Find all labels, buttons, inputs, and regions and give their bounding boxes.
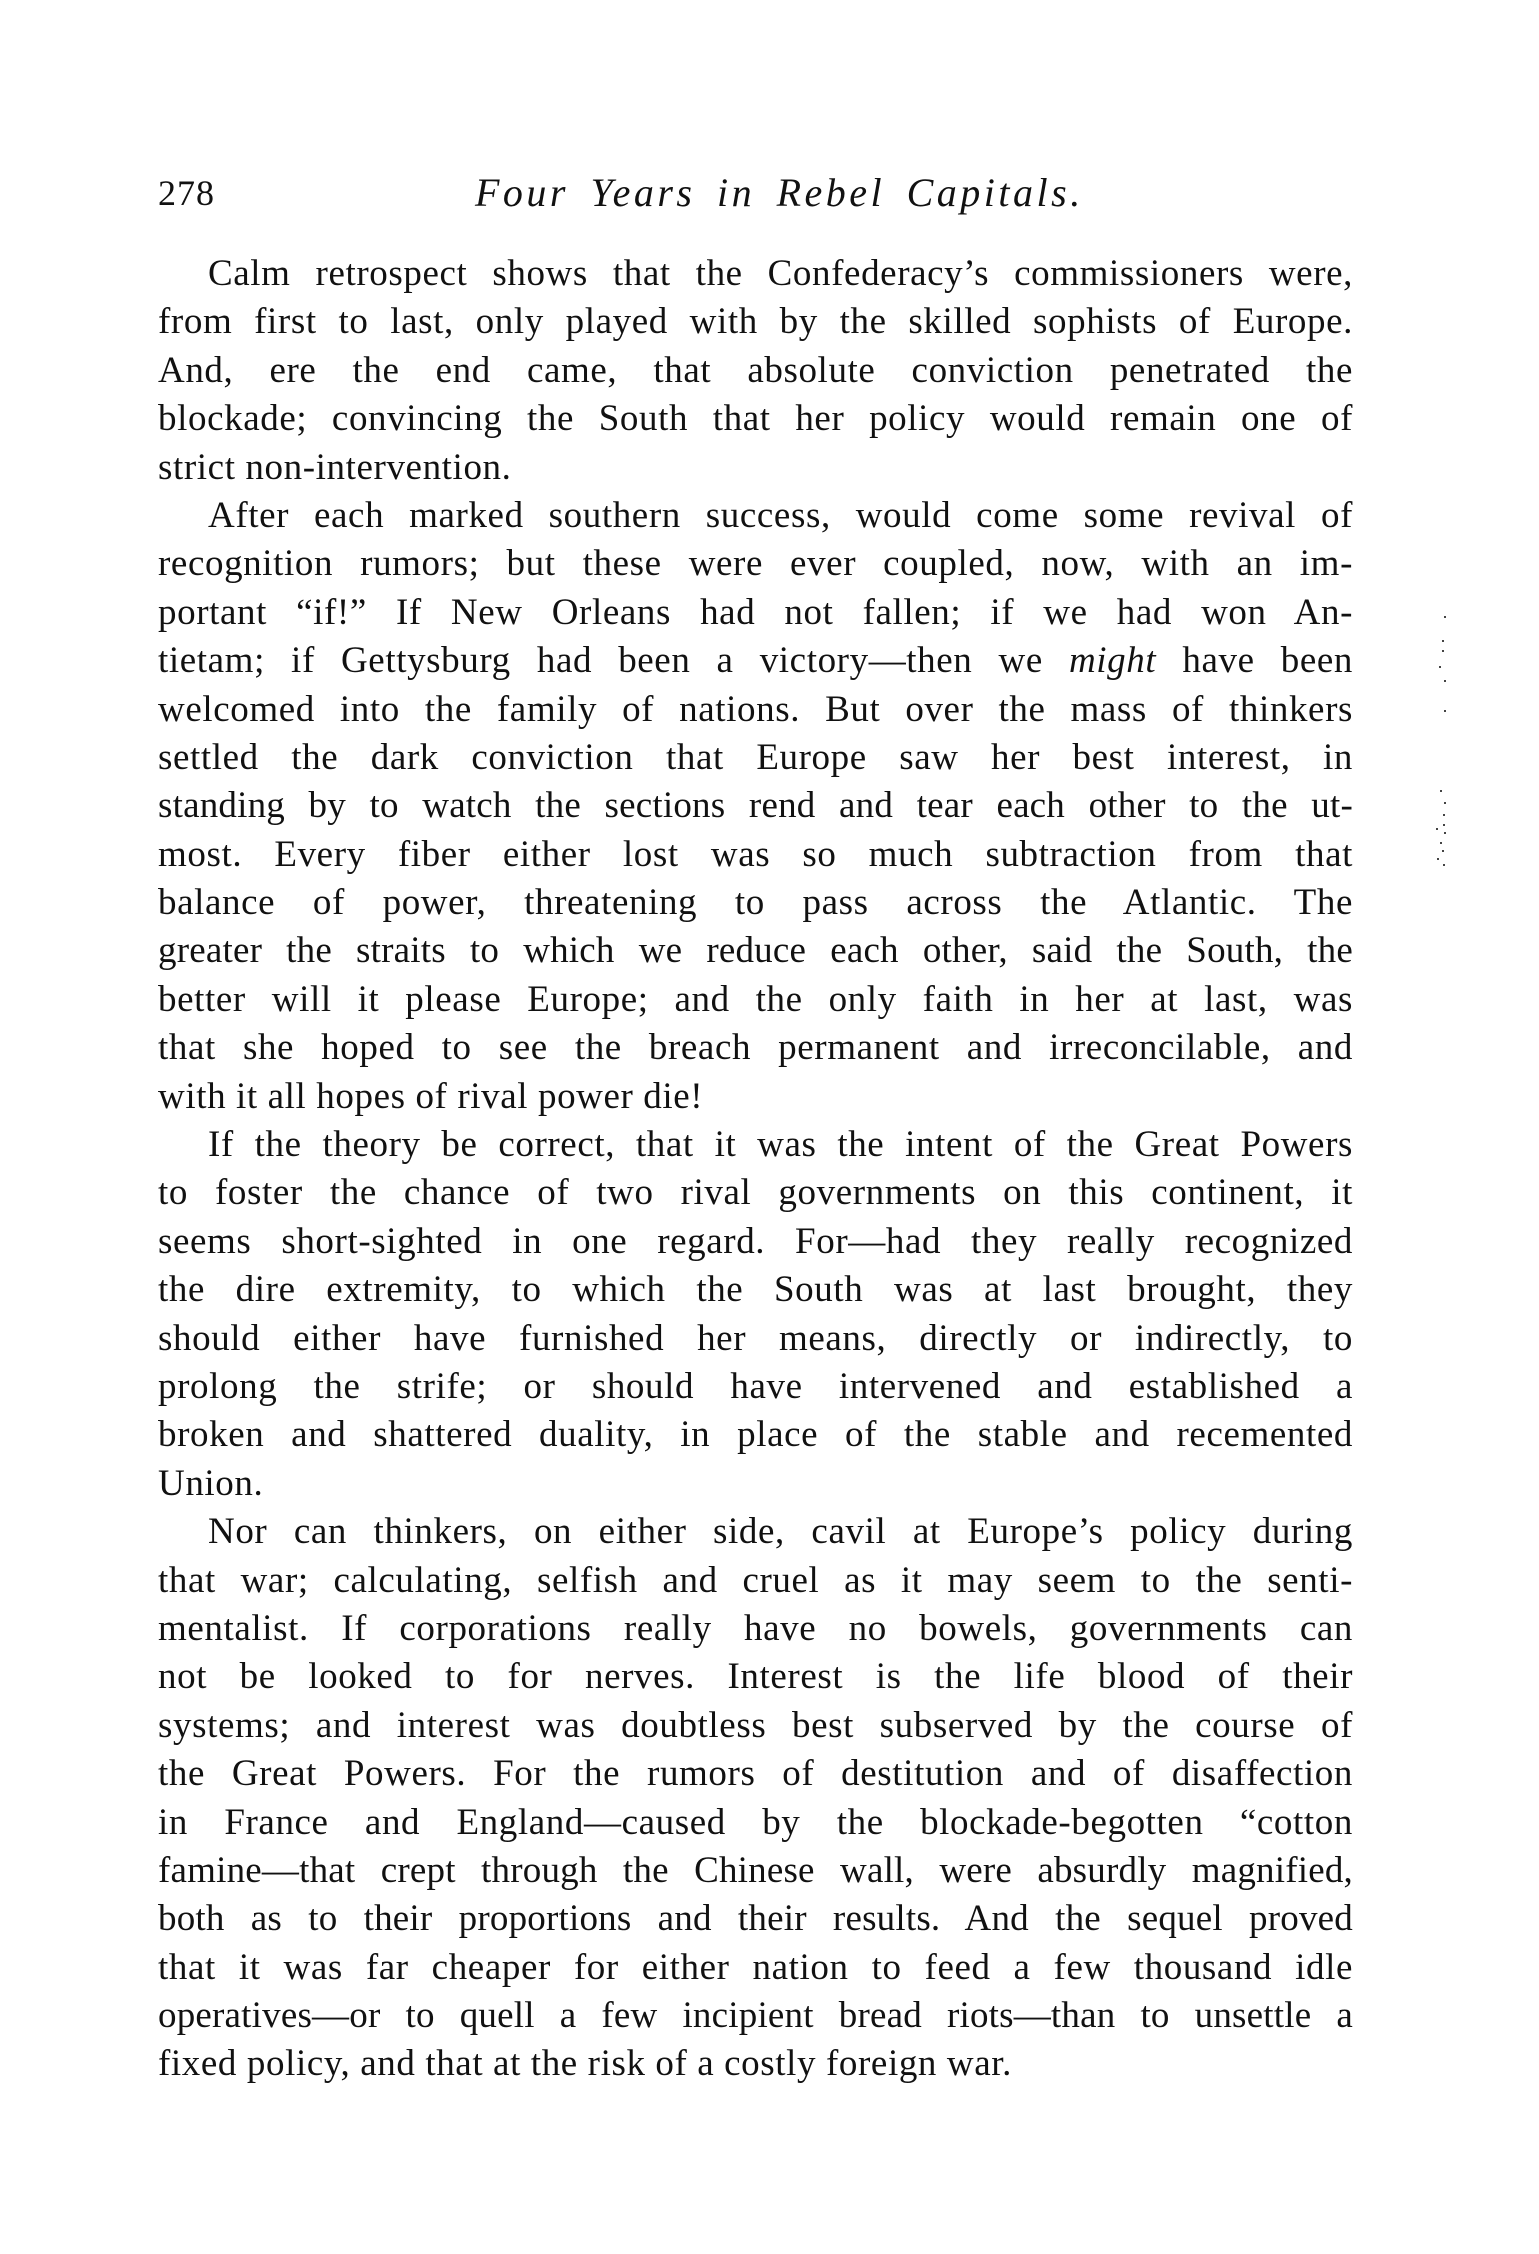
text-line: the Great Powers. For the rumors of destitution and of disaffection <box>158 1753 1353 1795</box>
text-line: to foster the chance of two rival governments on this continent, it <box>158 1172 1353 1214</box>
text-line: And, ere the end came, that absolute conviction penetrated the <box>158 349 1353 391</box>
text-line: welcomed into the family of nations. But over the mass of thinkers <box>158 688 1353 730</box>
text-line: better will it please Europe; and the only faith in her at last, was <box>158 978 1353 1020</box>
scan-speck <box>1443 864 1445 866</box>
text-line: standing by to watch the sections rend and tear each other to the ut- <box>158 785 1353 827</box>
text-line: After each marked southern success, would come some revival of <box>208 494 1353 536</box>
text-line: in France and England—caused by the blockade-begotten “cotton <box>158 1801 1353 1843</box>
text-line: recognition rumors; but these were ever coupled, now, with an im- <box>158 543 1353 585</box>
paragraph <box>158 250 1353 492</box>
scan-speck <box>1444 616 1446 618</box>
scan-speck <box>1444 710 1446 712</box>
text-line: Nor can thinkers, on either side, cavil at Europe’s policy during <box>208 1511 1353 1553</box>
text-line: most. Every fiber either lost was so much subtraction from that <box>158 833 1353 875</box>
scan-speck <box>1443 814 1445 816</box>
scan-speck <box>1442 640 1444 642</box>
italic-emphasis: might <box>1068 640 1157 682</box>
text-line: systems; and interest was doubtless best subserved by the course of <box>158 1704 1353 1746</box>
text-line: mentalist. If corporations really have no bowels, governments can <box>158 1607 1353 1649</box>
text-line: prolong the strife; or should have intervened and established a <box>158 1365 1353 1407</box>
scan-speck <box>1443 824 1445 826</box>
text-line: the dire extremity, to which the South was at last brought, they <box>158 1269 1353 1311</box>
paragraph <box>158 1508 1353 2089</box>
text-line: famine—that crept through the Chinese wall, were absurdly magnified, <box>158 1849 1353 1891</box>
text-line: strict non-intervention. <box>158 446 512 488</box>
body-text <box>158 250 1353 2089</box>
paragraph <box>158 1121 1353 1508</box>
text-line: broken and shattered duality, in place of the stable and recemented <box>158 1414 1353 1456</box>
scan-speck <box>1440 842 1442 844</box>
text-line: portant “if!” If New Orleans had not fallen; if we had won An- <box>158 591 1353 633</box>
text-line: seems short-sighted in one regard. For—had they really recognized <box>158 1220 1353 1262</box>
scan-speck <box>1444 832 1446 834</box>
text-line: not be looked to for nerves. Interest is the life blood of their <box>158 1656 1353 1698</box>
text-line: that it was far cheaper for either nation to feed a few thousand idle <box>158 1946 1353 1988</box>
scan-speck <box>1442 850 1444 852</box>
scan-speck <box>1442 650 1444 652</box>
text-line: balance of power, threatening to pass across the Atlantic. The <box>158 882 1353 924</box>
text-line: that she hoped to see the breach permanent and irreconcilable, and <box>158 1027 1353 1069</box>
text-line: should either have furnished her means, directly or indirectly, to <box>158 1317 1353 1359</box>
scan-artifact <box>1436 610 1456 870</box>
text-line: greater the straits to which we reduce each other, said the South, the <box>158 930 1353 972</box>
paragraph <box>158 492 1353 1121</box>
text-line: settled the dark conviction that Europe saw her best interest, in <box>158 736 1353 778</box>
scan-speck <box>1444 802 1446 804</box>
running-title: Four Years in Rebel Capitals. <box>475 170 1084 215</box>
text-line: If the theory be correct, that it was the intent of the Great Powers <box>208 1124 1353 1166</box>
text-line-with-italic <box>158 637 1353 685</box>
page-number: 278 <box>158 173 215 213</box>
scan-speck <box>1444 680 1446 682</box>
scan-speck <box>1440 790 1442 792</box>
text-span: have been <box>1156 640 1353 682</box>
scan-speck <box>1439 666 1441 668</box>
text-line: operatives—or to quell a few incipient bread riots—than to unsettle a <box>158 1995 1353 2037</box>
scan-speck <box>1436 828 1438 830</box>
text-line: both as to their proportions and their results. And the sequel proved <box>158 1898 1353 1940</box>
text-line: fixed policy, and that at the risk of a costly foreign war. <box>158 2043 1012 2085</box>
text-line: Calm retrospect shows that the Confederacy’s commissioners were, <box>208 253 1353 294</box>
text-line: from first to last, only played with by the skilled sophists of Europe. <box>158 301 1353 343</box>
text-line: with it all hopes of rival power die! <box>158 1075 704 1117</box>
running-header <box>158 168 1353 224</box>
text-line: blockade; convincing the South that her policy would remain one of <box>158 398 1353 440</box>
text-span: tietam; if Gettysburg had been a victory—then we <box>158 640 1069 682</box>
scan-speck <box>1437 858 1439 860</box>
text-line: Union. <box>158 1462 264 1504</box>
text-line: that war; calculating, selfish and cruel as it may seem to the senti- <box>158 1559 1353 1601</box>
